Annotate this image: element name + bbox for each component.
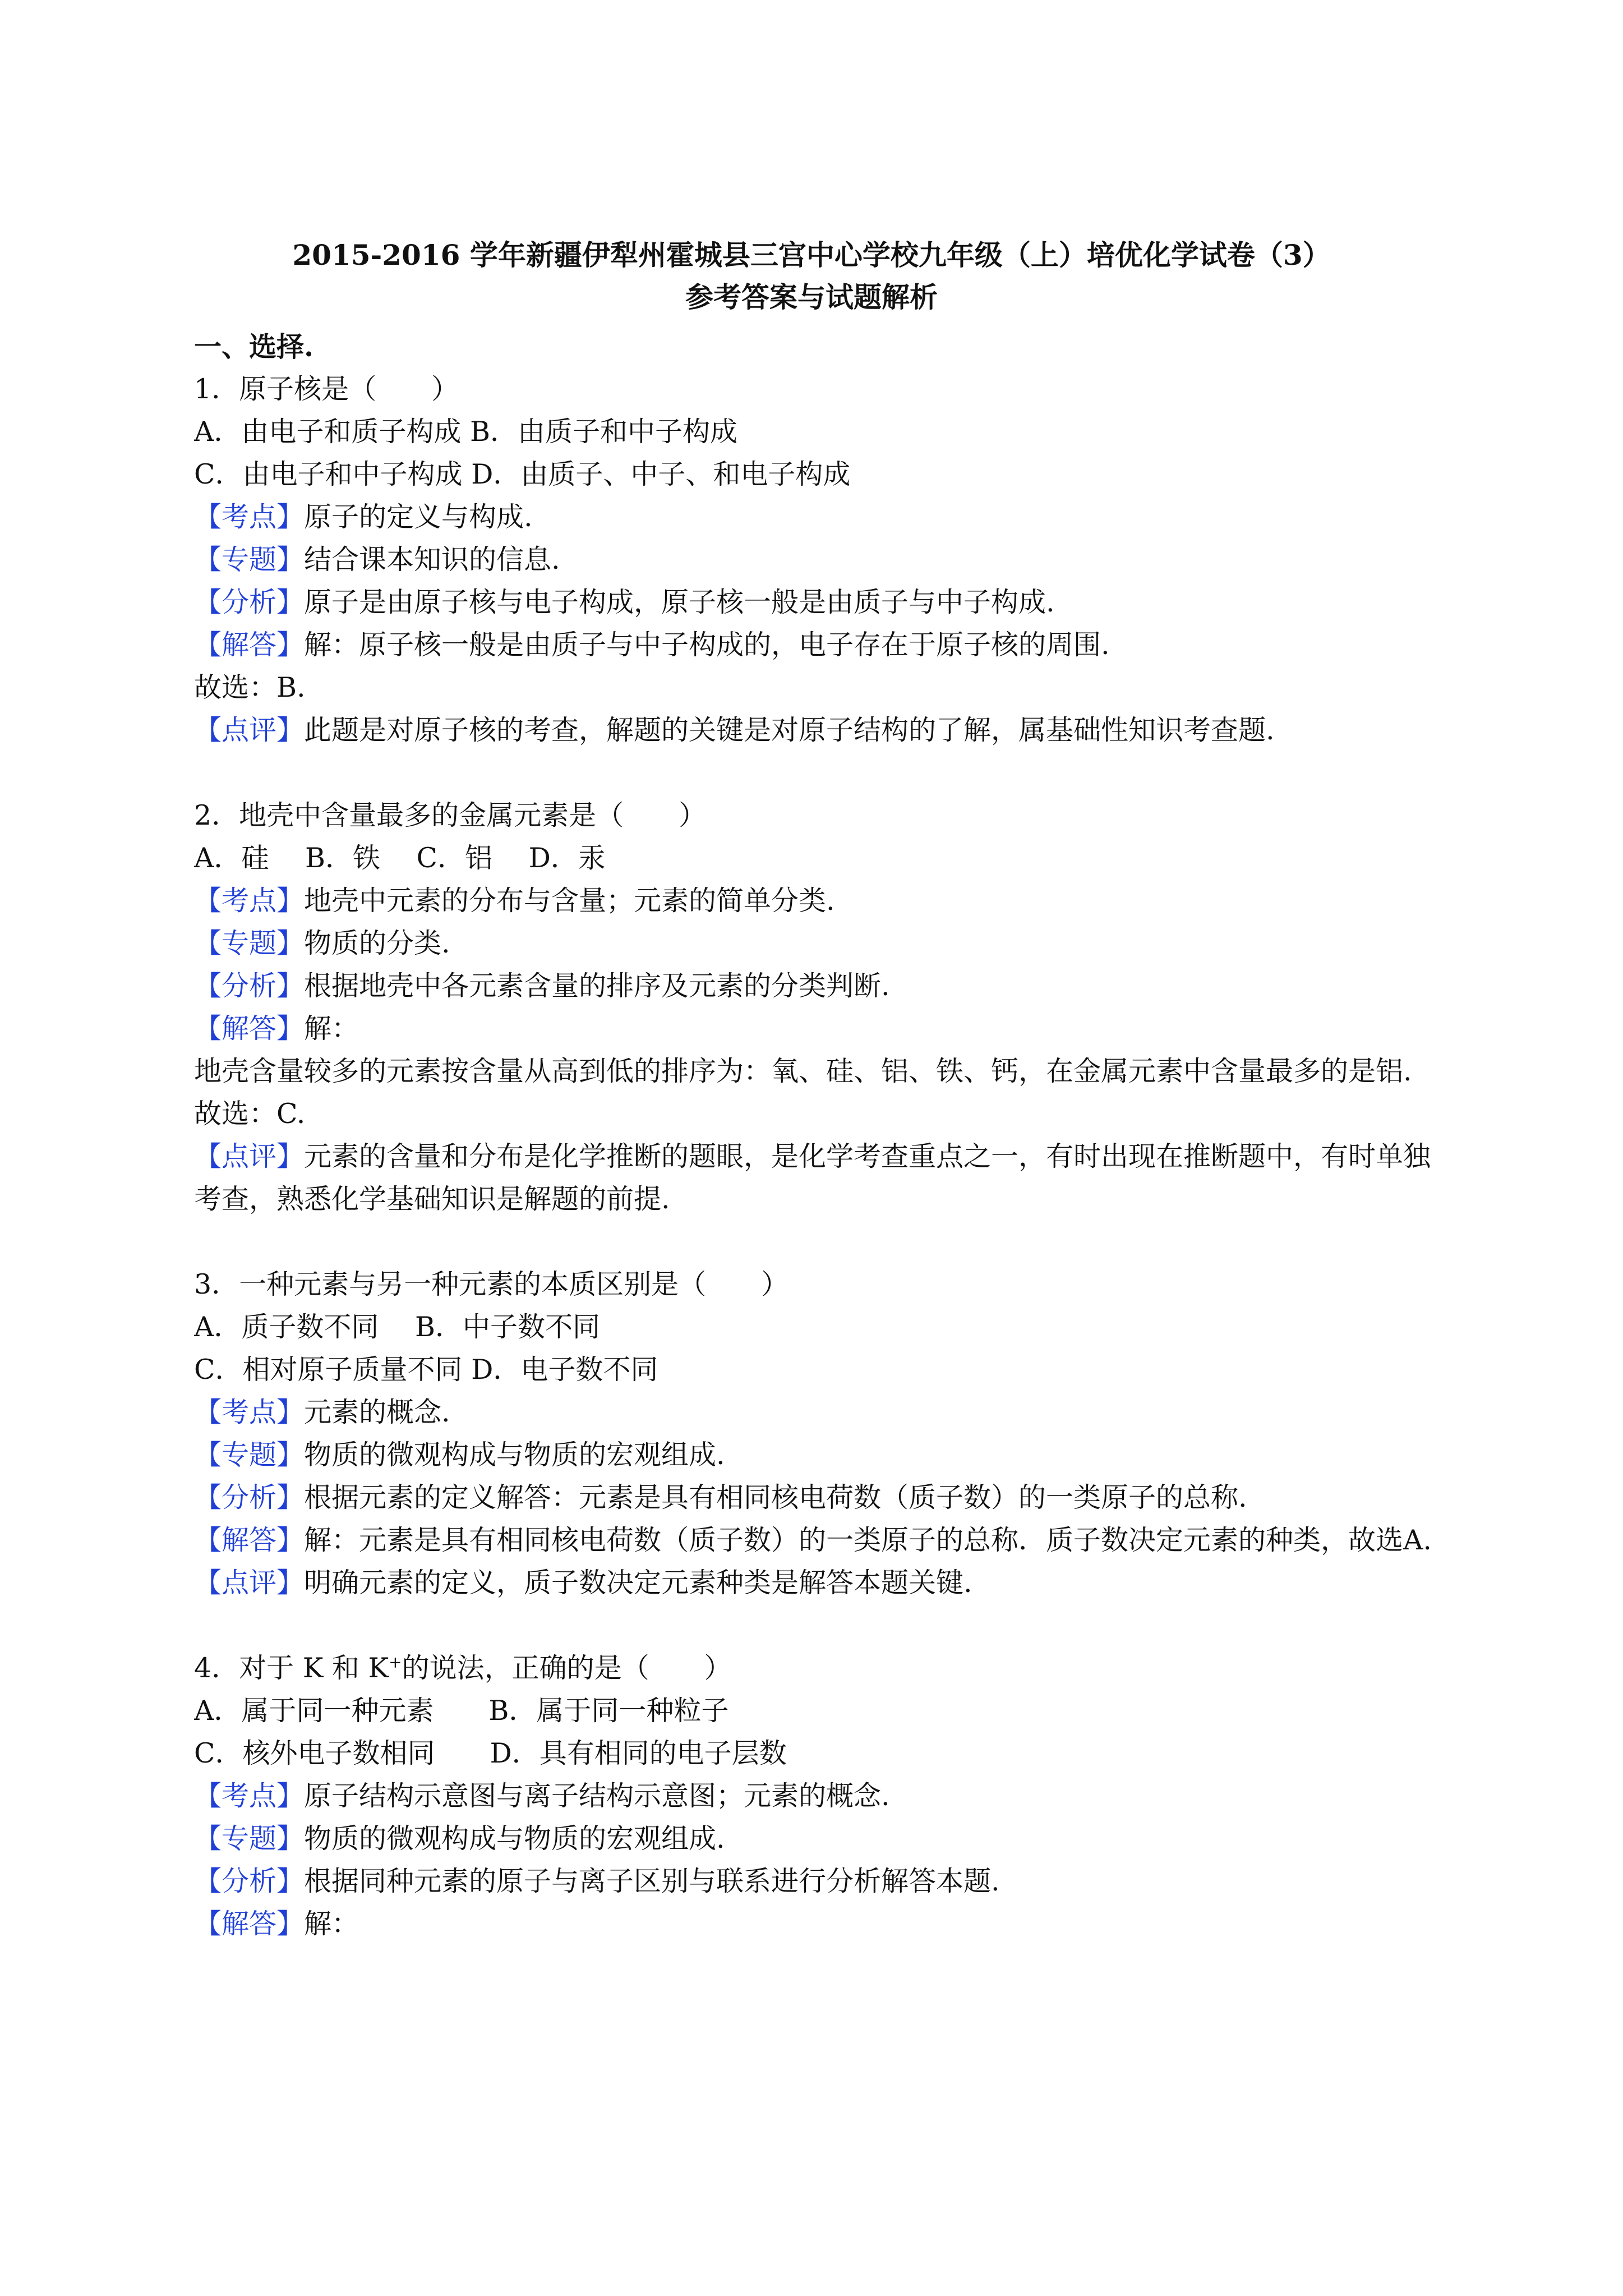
question-4	[194, 1647, 1445, 1945]
dianping-row	[194, 709, 1445, 752]
question-2	[194, 794, 1445, 1221]
jieda-row	[194, 1007, 1445, 1050]
kaodian-text: 地壳中元素的分布与含量；元素的简单分类.	[304, 885, 835, 917]
dianping-tag: 【点评】	[194, 1567, 305, 1599]
zhuanti-tag: 【专题】	[194, 544, 305, 576]
fenxi-tag: 【分析】	[194, 1481, 305, 1513]
page-subtitle: 参考答案与试题解析	[685, 280, 938, 314]
kaodian-text: 原子结构示意图与离子结构示意图；元素的概念.	[304, 1780, 890, 1812]
fenxi-text: 原子是由原子核与电子构成，原子核一般是由质子与中子构成.	[304, 586, 1055, 618]
kaodian-row	[194, 496, 1445, 539]
jieda-row	[194, 1519, 1445, 1562]
fenxi-text: 根据地壳中各元素含量的排序及元素的分类判断.	[304, 970, 890, 1002]
fenxi-row	[194, 1476, 1445, 1519]
jieda-text: 解：原子核一般是由质子与中子构成的，电子存在于原子核的周围.	[304, 629, 1110, 661]
question-option: A．硅 B．铁 C．铝 D．汞	[194, 842, 606, 874]
stem-post: 的说法，正确的是（ ）	[402, 1652, 732, 1684]
kaodian-text: 元素的概念.	[304, 1396, 450, 1428]
jieda-tag: 【解答】	[194, 1908, 305, 1940]
kaodian-text: 原子的定义与构成.	[304, 501, 533, 533]
question-option: C．由电子和中子构成 D．由质子、中子、和电子构成	[194, 458, 851, 490]
answer-text: 故选：C.	[194, 1098, 306, 1130]
section-heading: 一、选择.	[194, 330, 314, 363]
question-stem	[194, 1647, 1445, 1690]
dianping-row	[194, 1135, 1445, 1221]
kaodian-row	[194, 1775, 1445, 1818]
jieda-tag: 【解答】	[194, 1524, 305, 1556]
zhuanti-text: 结合课本知识的信息.	[304, 544, 560, 576]
answer-text: 故选：B.	[194, 671, 306, 703]
jieda-text: 解：元素是具有相同核电荷数（质子数）的一类原子的总称．质子数决定元素的种类，故选A.	[304, 1524, 1432, 1556]
fenxi-tag: 【分析】	[194, 586, 305, 618]
dianping-row	[194, 1562, 1445, 1604]
zhuanti-row	[194, 539, 1445, 581]
dianping-text: 此题是对原子核的考查，解题的关键是对原子结构的了解，属基础性知识考查题.	[304, 714, 1275, 746]
question-stem: 3．一种元素与另一种元素的本质区别是（ ）	[194, 1268, 789, 1300]
zhuanti-row	[194, 1818, 1445, 1860]
kaodian-tag: 【考点】	[194, 885, 305, 917]
question-stem: 1．原子核是（ ）	[194, 373, 459, 405]
zhuanti-text: 物质的微观构成与物质的宏观组成.	[304, 1439, 725, 1471]
question-option: C．相对原子质量不同 D．电子数不同	[194, 1354, 658, 1386]
charge-superscript: +	[389, 1653, 402, 1672]
jieda-body: 地壳含量较多的元素按含量从高到低的排序为：氧、硅、铝、铁、钙，在金属元素中含量最多的是铝.	[194, 1055, 1412, 1087]
dianping-text: 元素的含量和分布是化学推断的题眼，是化学考查重点之一，有时出现在推断题中，有时单独考查，熟悉化学基础知识是解题的前提.	[194, 1140, 1431, 1215]
kaodian-tag: 【考点】	[194, 1780, 305, 1812]
jieda-text: 解：	[304, 1908, 359, 1940]
dianping-text: 明确元素的定义，质子数决定元素种类是解答本题关键.	[304, 1567, 972, 1599]
zhuanti-tag: 【专题】	[194, 1823, 305, 1855]
fenxi-text: 根据元素的定义解答：元素是具有相同核电荷数（质子数）的一类原子的总称.	[304, 1481, 1247, 1513]
question-option: A．由电子和质子构成 B．由质子和中子构成	[194, 416, 737, 448]
question-option: C．核外电子数相同 D．具有相同的电子层数	[194, 1737, 787, 1769]
fenxi-row	[194, 965, 1445, 1007]
fenxi-text: 根据同种元素的原子与离子区别与联系进行分析解答本题.	[304, 1865, 1000, 1897]
dianping-tag: 【点评】	[194, 714, 305, 746]
jieda-row	[194, 624, 1445, 666]
kaodian-row	[194, 880, 1445, 922]
page-title: 2015-2016 学年新疆伊犁州霍城县三宫中心学校九年级（上）培优化学试卷（3）	[292, 238, 1331, 272]
jieda-tag: 【解答】	[194, 1013, 305, 1045]
question-1	[194, 368, 1445, 752]
zhuanti-tag: 【专题】	[194, 1439, 305, 1471]
fenxi-row	[194, 1860, 1445, 1903]
kaodian-tag: 【考点】	[194, 1396, 305, 1428]
zhuanti-text: 物质的分类.	[304, 927, 450, 959]
kaodian-row	[194, 1391, 1445, 1434]
zhuanti-tag: 【专题】	[194, 927, 305, 959]
fenxi-tag: 【分析】	[194, 970, 305, 1002]
zhuanti-text: 物质的微观构成与物质的宏观组成.	[304, 1823, 725, 1855]
jieda-row	[194, 1903, 1445, 1945]
stem-pre: 4．对于 K 和 K	[194, 1652, 389, 1684]
fenxi-tag: 【分析】	[194, 1865, 305, 1897]
dianping-tag: 【点评】	[194, 1140, 305, 1172]
jieda-text: 解：	[304, 1013, 359, 1045]
zhuanti-row	[194, 1434, 1445, 1476]
document-body	[194, 325, 1445, 1945]
question-option: A．属于同一种元素 B．属于同一种粒子	[194, 1695, 729, 1727]
question-option: A．质子数不同 B．中子数不同	[194, 1311, 600, 1343]
fenxi-row	[194, 581, 1445, 624]
zhuanti-row	[194, 922, 1445, 965]
kaodian-tag: 【考点】	[194, 501, 305, 533]
question-stem: 2．地壳中含量最多的金属元素是（ ）	[194, 799, 707, 831]
jieda-tag: 【解答】	[194, 629, 305, 661]
question-3	[194, 1263, 1445, 1604]
